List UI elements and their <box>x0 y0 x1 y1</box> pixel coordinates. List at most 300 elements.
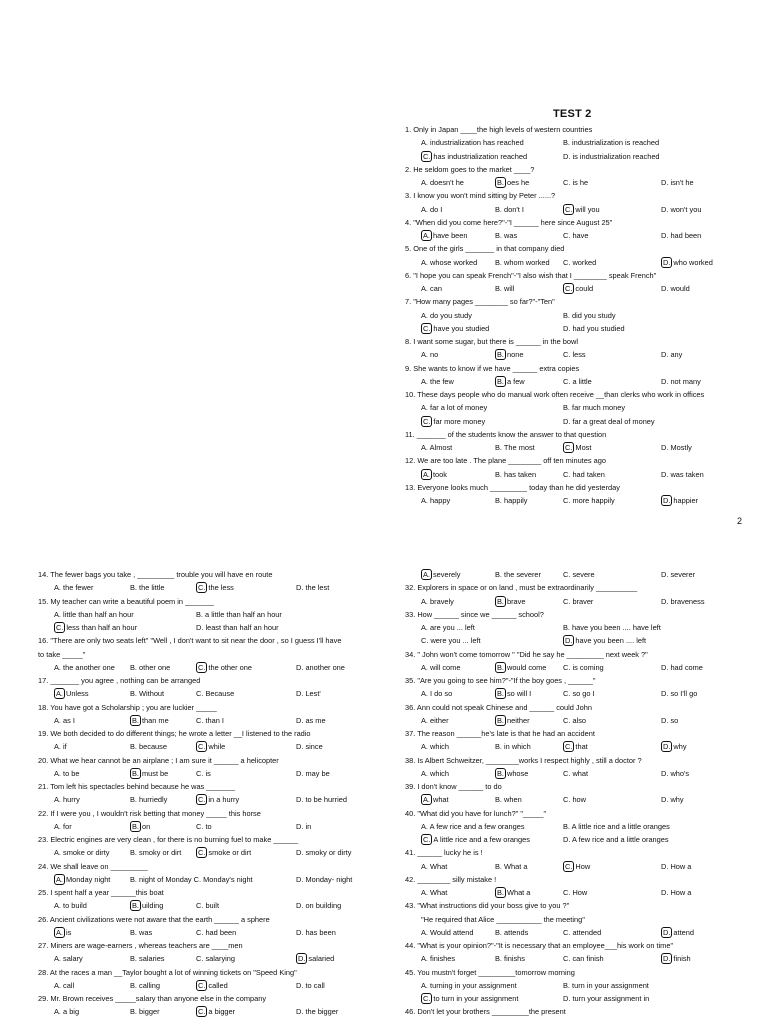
option-text: D. may be <box>296 768 330 778</box>
options-line <box>38 767 393 780</box>
option-text: A. Almost <box>421 443 453 452</box>
option-text: C. also <box>563 715 587 725</box>
answer-option <box>563 820 670 833</box>
option-text: A. What <box>421 861 448 871</box>
circled-letter: C. <box>198 980 206 990</box>
option-text: D. not many <box>661 376 701 386</box>
question-line <box>38 727 393 740</box>
answer-option <box>421 176 464 189</box>
selected-answer-option <box>54 873 110 886</box>
option-text: B. Without <box>130 689 165 699</box>
option-text: B. calling <box>130 980 160 990</box>
answer-option <box>495 203 524 216</box>
selected-answer-option <box>196 740 225 753</box>
option-text: D. was taken <box>661 469 704 479</box>
option-text: B. industrialization is reached <box>563 138 660 148</box>
answer-option <box>421 348 438 361</box>
answer-option <box>661 441 692 454</box>
question-text: 33. How ______ since we ______ school? <box>405 609 544 619</box>
options-line <box>405 176 765 189</box>
answer-option <box>495 441 535 454</box>
question-text: 29. Mr. Brown receives _____salary than anyone else in the company <box>38 994 267 1003</box>
options-line <box>405 714 765 727</box>
answer-option <box>421 979 517 992</box>
option-text: C. built <box>196 901 220 911</box>
option-text: B. will <box>495 284 515 293</box>
options-line <box>405 913 765 926</box>
option-text: A. either <box>421 715 449 725</box>
question-text: 2. He seldom goes to the market ____? <box>405 164 535 174</box>
answer-option <box>196 608 282 621</box>
option-text: have been <box>432 231 468 240</box>
answer-option <box>421 926 473 939</box>
circled-letter: C. <box>565 742 573 752</box>
options-line <box>38 899 393 912</box>
answer-option <box>495 568 541 581</box>
answer-option <box>196 899 219 912</box>
option-text: A. Would attend <box>421 927 474 937</box>
option-text: attend <box>673 927 694 937</box>
question-text: 37. The reason ______he's late is that he had an accident <box>405 729 595 738</box>
selected-answer-option <box>421 150 527 163</box>
question-text: 40. "What did you have for lunch?" "_____" <box>405 808 547 818</box>
option-text: D. any <box>661 350 683 360</box>
option-text: A little rice and a few oranges <box>433 835 530 844</box>
question-text: 15. My teacher can write a beautiful poem in _______ <box>38 596 214 606</box>
options-line <box>405 634 765 647</box>
question-text: 22. If I were you , I wouldn't risk betting that money _____ this horse <box>38 808 261 818</box>
answer-option <box>421 820 525 833</box>
selected-answer-option <box>495 661 546 674</box>
answer-option <box>130 581 165 594</box>
selected-answer-option <box>196 846 251 859</box>
question-line <box>405 899 765 912</box>
selected-answer-option <box>661 494 698 507</box>
option-text: D. is industrialization reached <box>563 151 660 161</box>
option-text: B. when <box>495 795 522 805</box>
options-line <box>405 860 765 873</box>
option-text: whose <box>506 768 529 778</box>
answer-option <box>296 846 351 859</box>
circled-letter: D. <box>565 636 573 646</box>
option-text: A. finishes <box>421 954 456 964</box>
selected-answer-option <box>495 176 529 189</box>
answer-option <box>54 608 134 621</box>
answer-option <box>661 714 678 727</box>
options-line <box>38 873 393 886</box>
answer-option <box>130 793 167 806</box>
circled-letter: B. <box>497 178 504 187</box>
option-text: B. A little rice and a little oranges <box>563 821 670 831</box>
selected-answer-option <box>495 714 530 727</box>
question-text: 5. One of the girls _______ in that company died <box>405 244 565 254</box>
question-line <box>405 727 765 740</box>
selected-answer-option <box>130 899 163 912</box>
option-text: has industrialization reached <box>433 151 528 161</box>
option-text: D. How a <box>661 888 692 897</box>
options-line <box>38 714 393 727</box>
circled-letter: C. <box>423 323 431 333</box>
question-text: 14. The fewer bags you take , _________ trouble you will have en route <box>38 570 273 579</box>
question-line <box>405 163 765 176</box>
option-text: who worked <box>673 257 713 267</box>
answer-option <box>54 899 87 912</box>
question-line <box>38 595 393 608</box>
answer-option <box>661 468 704 481</box>
answer-option <box>495 256 550 269</box>
bottom-right-column <box>405 568 765 1019</box>
answer-option <box>196 687 234 700</box>
option-text: B. other one <box>130 662 171 672</box>
selected-answer-option <box>421 322 489 335</box>
option-text: D. had come <box>661 662 703 672</box>
option-text: D. in <box>296 821 312 831</box>
option-text: D. smoky or dirty <box>296 848 352 858</box>
circled-letter: C. <box>423 151 431 161</box>
selected-answer-option <box>130 714 169 727</box>
selected-answer-option <box>196 1005 235 1018</box>
option-text: C. more happily <box>563 496 615 505</box>
answer-option <box>421 714 449 727</box>
question-line <box>405 454 765 467</box>
answer-option <box>563 229 588 242</box>
answer-option <box>495 282 514 295</box>
option-text: D. Mostly <box>661 443 692 452</box>
option-text: C. is he <box>563 178 589 187</box>
option-text: C. a little <box>563 376 592 386</box>
option-text: called <box>208 980 228 990</box>
option-text: C. attended <box>563 927 602 937</box>
option-text: D. Lest' <box>296 689 321 699</box>
circled-letter: B. <box>132 901 139 911</box>
circled-letter: B. <box>132 715 139 725</box>
options-line <box>405 322 765 335</box>
circled-letter: B. <box>497 715 504 725</box>
option-text: A. which <box>421 742 449 752</box>
answer-option <box>130 687 164 700</box>
question-text: 34. " John won't come tomorrow " "Did he say he _________ next week ?" <box>405 649 648 659</box>
question-text: 6. "I hope you can speak French"-"I also wish that I ________ speak French" <box>405 270 657 280</box>
answer-option <box>661 282 690 295</box>
circled-letter: A. <box>56 874 63 884</box>
answer-option <box>563 136 659 149</box>
option-text: B. turn in your assignment <box>563 980 649 990</box>
options-line <box>38 608 393 621</box>
option-text: A. I do so <box>421 689 453 699</box>
options-line <box>405 203 765 216</box>
answer-option <box>563 468 605 481</box>
option-text: B. night of Monday C. Monday's night <box>130 874 253 884</box>
option-text: D. least than half an hour <box>196 623 279 632</box>
option-text: A. do you study <box>421 310 472 320</box>
option-text: C. braver <box>563 596 594 606</box>
answer-option <box>563 256 596 269</box>
option-text: A. call <box>54 980 75 990</box>
answer-option <box>563 176 588 189</box>
options-line <box>38 926 393 939</box>
option-text: the less <box>208 583 234 593</box>
circled-letter: B. <box>132 768 139 778</box>
question-text: to take _____" <box>38 649 86 659</box>
answer-option <box>563 886 587 899</box>
option-text: took <box>432 469 447 479</box>
option-text: B. have you been .... have left <box>563 623 661 632</box>
answer-option <box>495 926 528 939</box>
answer-option <box>130 926 152 939</box>
question-text: 10. These days people who do manual work often receive __than clerks who work in offices <box>405 390 705 399</box>
option-text: D. severer <box>661 570 696 579</box>
option-text: D. on building <box>296 901 342 911</box>
question-text: 11. _______ of the students know the answer to that question <box>405 429 607 439</box>
option-text: neither <box>506 715 530 725</box>
option-text: B. attends <box>495 927 529 937</box>
option-text: C. is <box>196 768 211 778</box>
options-line <box>405 256 765 269</box>
options-line <box>405 441 765 454</box>
answer-option <box>130 661 170 674</box>
option-text: What a <box>506 888 531 897</box>
option-text: A. bravely <box>421 596 454 606</box>
answer-option <box>495 952 525 965</box>
option-text: A. little than half an hour <box>54 609 134 619</box>
option-text: B. a little than half an hour <box>196 609 282 619</box>
option-text: A. are you ... left <box>421 623 475 632</box>
page-number: 2 <box>737 516 743 526</box>
option-text: D. turn your assignment in <box>563 994 650 1003</box>
question-text: 45. You mustn't forget _________tomorrow morning <box>405 967 575 977</box>
question-line <box>405 754 765 767</box>
answer-option <box>563 375 592 388</box>
option-text: happier <box>673 496 699 505</box>
answer-option <box>661 203 701 216</box>
question-line <box>405 966 765 979</box>
question-line <box>405 428 765 441</box>
question-line <box>38 833 393 846</box>
answer-option <box>296 581 329 594</box>
answer-option <box>563 348 586 361</box>
question-text: 13. Everyone looks much _________ today than he did yesterday <box>405 482 620 492</box>
answer-option <box>130 952 165 965</box>
circled-letter: C. <box>565 204 573 214</box>
answer-option <box>661 886 691 899</box>
selected-answer-option <box>196 793 239 806</box>
option-text: salaried <box>308 954 335 964</box>
option-text: why <box>673 742 687 752</box>
option-text: A. turning in your assignment <box>421 980 517 990</box>
option-text: B. was <box>495 231 518 240</box>
option-text: "He required that Alice ___________ the meeting" <box>421 914 585 924</box>
answer-option <box>296 873 352 886</box>
question-line <box>405 295 765 308</box>
selected-answer-option <box>296 952 334 965</box>
option-text: A. the fewer <box>54 583 94 593</box>
question-line <box>405 123 765 136</box>
answer-option <box>54 767 79 780</box>
question-line <box>38 568 393 581</box>
selected-answer-option <box>130 767 168 780</box>
answer-option <box>421 441 452 454</box>
selected-answer-option <box>495 767 528 780</box>
circled-letter: A. <box>423 469 430 479</box>
option-text: could <box>575 284 594 293</box>
options-line <box>405 687 765 700</box>
option-text: A. whose worked <box>421 257 478 267</box>
option-text: C. had been <box>196 927 237 937</box>
option-text: B. was <box>130 927 153 937</box>
options-line <box>405 415 765 428</box>
option-text: while <box>208 742 226 752</box>
answer-option <box>563 952 604 965</box>
answer-option <box>563 926 601 939</box>
answer-option <box>563 150 660 163</box>
answer-option <box>421 740 449 753</box>
options-line <box>405 568 765 581</box>
option-text: so will I <box>506 689 532 699</box>
answer-option <box>196 767 211 780</box>
option-text: C. how <box>563 795 587 805</box>
selected-answer-option <box>54 621 137 634</box>
answer-option <box>495 793 522 806</box>
question-text: 20. What we hear cannot be an airplane ; I am sure it ______ a helicopter <box>38 755 279 765</box>
option-text: D. won't you <box>661 204 702 214</box>
option-text: B. smoky or dirt <box>130 848 182 858</box>
question-text: 23. Electric engines are very clean , for there is no burning fuel to make ______ <box>38 835 299 844</box>
option-text: A. happy <box>421 496 451 505</box>
answer-option <box>563 309 616 322</box>
option-text: A. to build <box>54 901 87 911</box>
answer-option <box>495 468 536 481</box>
option-text: finish <box>673 954 691 964</box>
option-text: have you studied <box>433 323 490 333</box>
option-text: C. How <box>563 888 588 897</box>
option-text: C. have <box>563 231 589 240</box>
option-text: A. no <box>421 350 439 360</box>
selected-answer-option <box>563 282 593 295</box>
question-line <box>405 581 765 594</box>
option-text: A. salary <box>54 954 83 964</box>
selected-answer-option <box>661 926 694 939</box>
selected-answer-option <box>495 348 523 361</box>
answer-option <box>421 634 481 647</box>
question-line <box>405 807 765 820</box>
circled-letter: D. <box>663 496 671 505</box>
option-text: smoke or dirt <box>208 848 252 858</box>
option-text: D. the lest <box>296 583 330 593</box>
options-line <box>405 926 765 939</box>
options-line <box>405 767 765 780</box>
option-text: would come <box>506 662 547 672</box>
options-line <box>38 740 393 753</box>
answer-option <box>495 229 517 242</box>
answer-option <box>421 621 475 634</box>
option-text: A. A few rice and a few oranges <box>421 821 525 831</box>
answer-option <box>421 375 454 388</box>
question-line <box>405 939 765 952</box>
option-text: A. What <box>421 888 448 897</box>
circled-letter: B. <box>497 689 504 699</box>
answer-option <box>296 714 326 727</box>
question-text: 8. I want some sugar, but there is ______ in the bowl <box>405 337 578 346</box>
question-line <box>38 780 393 793</box>
option-text: uilding <box>141 901 164 911</box>
question-text: 24. We shall leave on _________ <box>38 861 148 871</box>
options-line <box>38 952 393 965</box>
options-line <box>405 979 765 992</box>
answer-option <box>661 860 691 873</box>
option-text: C. can finish <box>563 954 604 964</box>
option-text: A. hurry <box>54 795 80 805</box>
option-text: a few <box>506 376 525 386</box>
option-text: A. the another one <box>54 662 115 672</box>
selected-answer-option <box>196 979 228 992</box>
options-line <box>38 581 393 594</box>
circled-letter: C. <box>423 835 431 844</box>
option-text: C. severe <box>563 570 595 579</box>
option-text: B. the little <box>130 583 165 593</box>
question-text: 17. _______ you agree , nothing can be arranged <box>38 676 201 685</box>
question-text: 25. I spent half a year ______this boat <box>38 888 164 897</box>
circled-letter: C. <box>423 994 431 1003</box>
question-line <box>38 913 393 926</box>
option-text: less than half an hour <box>66 623 138 632</box>
option-text: C. what <box>563 768 589 778</box>
answer-option <box>661 375 701 388</box>
answer-option <box>421 401 487 414</box>
answer-option <box>661 568 695 581</box>
answer-option <box>421 256 477 269</box>
selected-answer-option <box>563 634 646 647</box>
question-line <box>405 873 765 886</box>
options-line <box>405 375 765 388</box>
selected-answer-option <box>196 661 252 674</box>
option-text: D. to be hurried <box>296 795 347 805</box>
option-text: than me <box>141 715 169 725</box>
answer-option <box>563 322 625 335</box>
option-text: D. as me <box>296 715 326 725</box>
answer-option <box>54 952 83 965</box>
selected-answer-option <box>495 595 525 608</box>
selected-answer-option <box>421 229 468 242</box>
answer-option <box>563 621 661 634</box>
option-text: A. the few <box>421 376 454 386</box>
question-text: 46. Don't let your brothers _________the present <box>405 1007 566 1017</box>
selected-answer-option <box>421 833 530 846</box>
option-text: will you <box>575 204 600 214</box>
answer-option <box>421 913 585 926</box>
option-text: A. do I <box>421 204 443 214</box>
selected-answer-option <box>563 860 590 873</box>
option-text: B. The most <box>495 443 535 452</box>
answer-option <box>661 348 682 361</box>
selected-answer-option <box>421 415 485 428</box>
answer-option <box>54 793 80 806</box>
question-text: 12. We are too late . The plane ________ off ten minutes ago <box>405 456 606 466</box>
option-text: A. industrialization has reached <box>421 138 524 148</box>
option-text: far more money <box>433 416 486 426</box>
answer-option <box>296 1005 338 1018</box>
option-text: a bigger <box>208 1007 236 1017</box>
options-line <box>405 952 765 965</box>
answer-option <box>130 873 253 886</box>
option-text: D. How a <box>661 861 692 871</box>
question-text: 44. "What is your opinion?"-"It is necessary that an employee___his work on time" <box>405 941 674 950</box>
option-text: B. bigger <box>130 1007 160 1017</box>
answer-option <box>421 886 447 899</box>
answer-option <box>495 494 527 507</box>
option-text: A. doesn't he <box>421 178 464 187</box>
answer-option <box>296 740 323 753</box>
question-line <box>405 216 765 229</box>
